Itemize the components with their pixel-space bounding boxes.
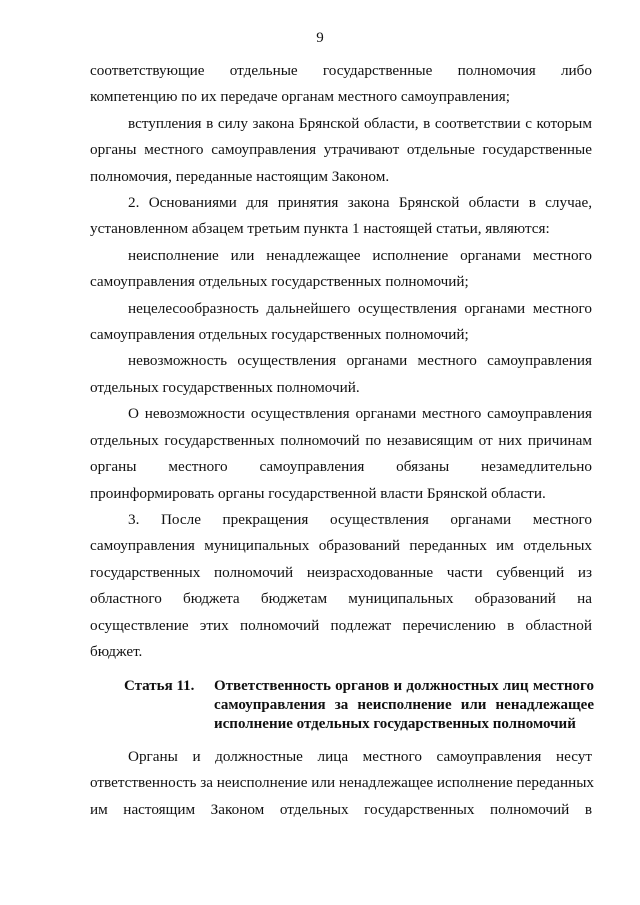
paragraph (90, 243, 592, 296)
paragraph (90, 348, 592, 401)
text-line: государственных полномочий неизрасходованные части субвенций из (90, 563, 592, 581)
text-line: им настоящим Законом отдельных государственных полномочий в (90, 800, 592, 818)
paragraph (90, 58, 592, 111)
text-line: бюджет. (90, 642, 143, 660)
paragraph (90, 111, 592, 190)
document-body (90, 58, 592, 665)
paragraph (90, 190, 592, 243)
text-line: компетенцию по их передаче органам местного самоуправления; (90, 88, 510, 106)
text-line: соответствующие отдельные государственные полномочия либо (90, 62, 592, 79)
article-title-line: самоуправления за неисполнение или ненадлежащее (214, 697, 594, 713)
article-title (214, 677, 594, 734)
article-number: Статья 11. (124, 678, 195, 694)
text-line: 3. После прекращения осуществления органами местного (128, 510, 592, 528)
paragraph (90, 296, 592, 349)
text-line: ответственность за неисполнение или ненадлежащее исполнение переданных (90, 774, 595, 792)
text-line: неисполнение или ненадлежащее исполнение органами местного (128, 246, 592, 264)
article-title-line: исполнение отдельных государственных полномочий (214, 716, 576, 732)
paragraph (90, 507, 592, 665)
text-line: О невозможности осуществления органами местного самоуправления (128, 405, 592, 423)
text-line: проинформировать органы государственной власти Брянской области. (90, 484, 546, 502)
text-line: отдельных государственных полномочий. (90, 378, 360, 396)
text-line: самоуправления отдельных государственных полномочий; (90, 326, 469, 344)
article-heading (124, 677, 594, 734)
paragraph (90, 744, 595, 823)
text-line: органы местного самоуправления утрачивают отдельные государственные (90, 141, 592, 159)
text-line: органы местного самоуправления обязаны незамедлительно (90, 458, 592, 476)
article-title-line: Ответственность органов и должностных лиц местного (214, 678, 594, 694)
paragraph (90, 401, 592, 507)
text-line: самоуправления муниципальных образований переданных им отдельных (90, 537, 592, 555)
page-number: 9 (316, 30, 324, 46)
text-line: осуществление этих полномочий подлежат перечислению в областной (90, 616, 592, 634)
text-line: Органы и должностные лица местного самоуправления несут (128, 748, 592, 765)
text-line: нецелесообразность дальнейшего осуществления органами местного (128, 299, 592, 317)
article-body (90, 744, 595, 823)
text-line: полномочия, переданные настоящим Законом. (90, 167, 390, 185)
text-line: отдельных государственных полномочий по независящим от них причинам (90, 431, 592, 449)
text-line: областного бюджета бюджетам муниципальных образований на (90, 590, 592, 608)
text-line: установленном абзацем третьим пункта 1 настоящей статьи, являются: (90, 220, 550, 238)
text-line: 2. Основаниями для принятия закона Брянской области в случае, (128, 194, 592, 212)
text-line: вступления в силу закона Брянской области, в соответствии с которым (128, 114, 592, 132)
text-line: самоуправления отдельных государственных полномочий; (90, 273, 469, 291)
text-line: невозможность осуществления органами местного самоуправления (128, 352, 592, 370)
